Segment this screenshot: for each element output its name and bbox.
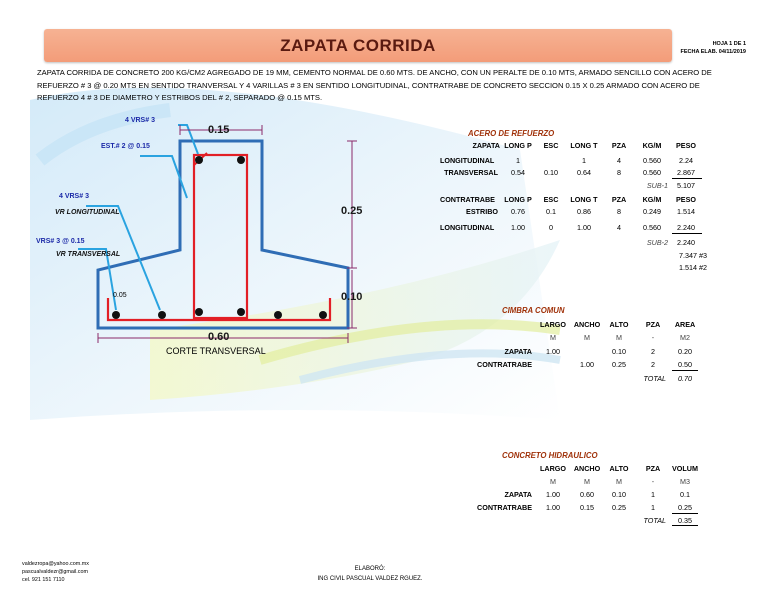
- cell: 1: [651, 490, 655, 499]
- cell: 0.25: [678, 503, 692, 512]
- dim-top: 0.15: [208, 124, 230, 136]
- cell: 0.10: [544, 168, 558, 177]
- total-3: 7.347 #3: [679, 251, 707, 260]
- cell: 1: [582, 156, 586, 165]
- row-label: LONGITUDINAL: [440, 223, 495, 232]
- label-trans-bars: VRS# 3 @ 0.15: [36, 238, 85, 245]
- concreto-total-value: 0.35: [678, 516, 692, 525]
- cell: 0.25: [612, 360, 626, 369]
- col-header: LONG T: [570, 141, 598, 150]
- footer-email-1: valdezropa@yahoo.com.mx: [22, 561, 89, 567]
- col-header: ALTO: [609, 464, 629, 473]
- label-long-bars: 4 VRS# 3: [59, 193, 89, 200]
- rebar-dot: [237, 156, 245, 164]
- description-text: ZAPATA CORRIDA DE CONCRETO 200 KG/CM2 AGREGADO DE 19 MM, CEMENTO NORMAL DE 0.60 MTS. DE ANCHO, CON UN PERALTE DE 0.10 MTS, ARMADO SENCILLO CON ACERO DE REFUERZO # 3 @ 0.20 MTS EN SENTIDO TRANVERSAL Y 4 VARILLAS # 3 EN SENTIDO LONGITUDINAL, CONTRATRABE DE CONCRETO SECCION 0.15 X 0.25 ARMADO CON ACERO DE REFUERZO 4 # 3 DE DIAMETRO Y ESTRIBOS DEL # 2, SEPARADO @ 0.15 MTS.: [37, 68, 712, 102]
- cell: 0.64: [577, 168, 591, 177]
- dimension-lines: [98, 125, 357, 343]
- cell: 2: [651, 347, 655, 356]
- concreto-title: CONCRETO HIDRAULICO: [502, 451, 598, 460]
- row-label: CONTRATRABE: [477, 503, 532, 512]
- cell: 0.25: [612, 503, 626, 512]
- cell: 0.560: [643, 156, 661, 165]
- col-header: PESO: [676, 195, 696, 204]
- page-title: ZAPATA CORRIDA: [280, 36, 436, 55]
- sheet-number: HOJA 1 DE 1: [712, 41, 746, 47]
- row-label: ZAPATA: [504, 347, 532, 356]
- unit: M2: [680, 333, 690, 342]
- elaboration-date: FECHA ELAB. 04/11/2019: [680, 49, 746, 55]
- stirrup: [194, 155, 247, 318]
- footer-elaboro: ELABORÓ:: [354, 566, 386, 572]
- unit: M: [616, 333, 622, 342]
- footer-phone: cel. 921 151 7110: [22, 577, 65, 583]
- row-label: ESTRIBO: [466, 207, 498, 216]
- label-top-bars: 4 VRS# 3: [125, 117, 155, 124]
- section-caption: CORTE TRANSVERSAL: [166, 346, 266, 356]
- acero-title: ACERO DE REFUERZO: [468, 129, 555, 138]
- cell: 0.60: [580, 490, 594, 499]
- col-header: LONG T: [570, 195, 598, 204]
- rebar-dot: [112, 311, 120, 319]
- underline: [672, 370, 698, 371]
- unit: M3: [680, 477, 690, 486]
- cell: 2.867: [677, 168, 695, 177]
- unit: M: [550, 477, 556, 486]
- col-header: VOLUM: [672, 464, 698, 473]
- cell: 0.10: [612, 347, 626, 356]
- cell: 0.54: [511, 168, 525, 177]
- row-label: TRANSVERSAL: [444, 168, 498, 177]
- dim-right: 0.10: [341, 291, 363, 303]
- cell: 0.249: [643, 207, 661, 216]
- col-header: CONTRATRABE: [440, 195, 495, 204]
- col-header: KG/M: [642, 141, 662, 150]
- sub1-value: 5.107: [677, 181, 695, 190]
- col-header: LARGO: [540, 464, 566, 473]
- concrete-outline: [98, 141, 348, 328]
- col-header: ANCHO: [573, 320, 601, 329]
- cell: 0.560: [643, 168, 661, 177]
- unit: -: [651, 333, 655, 342]
- total-2: 1.514 #2: [679, 263, 707, 272]
- cell: 0.50: [678, 360, 692, 369]
- cell: 0.20: [678, 347, 692, 356]
- cell: 1.00: [546, 503, 560, 512]
- underline: [672, 513, 698, 514]
- col-header: PESO: [676, 141, 696, 150]
- cell: 4: [617, 223, 621, 232]
- col-header: LONG P: [504, 195, 532, 204]
- rebar-dot: [195, 308, 203, 316]
- rebar-dot: [319, 311, 327, 319]
- rebar-dot: [158, 311, 166, 319]
- label-stirrup: EST.# 2 @ 0.15: [101, 143, 150, 150]
- cell: 0.15: [580, 503, 594, 512]
- cell: 0.1: [680, 490, 690, 499]
- dim-cover: 0.05: [113, 292, 127, 299]
- transverse-bar: [108, 298, 330, 320]
- cell: 0.86: [577, 207, 591, 216]
- col-header: ESC: [543, 141, 559, 150]
- rebar-dot: [274, 311, 282, 319]
- concreto-total-label: TOTAL: [643, 516, 666, 525]
- cell: 0: [549, 223, 553, 232]
- cell: 8: [617, 207, 621, 216]
- cimbra-title: CIMBRA COMUN: [502, 306, 565, 315]
- cell: 1: [516, 156, 520, 165]
- cell: 2.240: [677, 223, 695, 232]
- col-header: PZA: [611, 141, 627, 150]
- dim-height: 0.25: [341, 205, 363, 217]
- cell: 0.1: [546, 207, 556, 216]
- cell: 0.76: [511, 207, 525, 216]
- col-header: ALTO: [609, 320, 629, 329]
- unit: M: [584, 333, 590, 342]
- unit: M: [584, 477, 590, 486]
- underline: [672, 233, 702, 234]
- cell: 1.00: [577, 223, 591, 232]
- cimbra-total-value: 0.70: [678, 374, 692, 383]
- col-header: KG/M: [642, 195, 662, 204]
- row-label: ZAPATA: [504, 490, 532, 499]
- cell: 2.24: [679, 156, 693, 165]
- label-trans-desc: VR TRANSVERSAL: [56, 251, 121, 258]
- sub1-label: SUB-1: [646, 181, 668, 190]
- underline: [672, 178, 702, 179]
- col-header: LONG P: [504, 141, 532, 150]
- row-label: CONTRATRABE: [477, 360, 532, 369]
- footer-email-2: pascualvaldezr@gmail.com: [22, 569, 88, 575]
- rebar-dot: [195, 156, 203, 164]
- cell: 4: [617, 156, 621, 165]
- footer-author: ING CIVIL PASCUAL VALDEZ RGUEZ.: [317, 576, 423, 582]
- label-long-desc: VR LONGITUDINAL: [55, 209, 120, 216]
- col-header: ESC: [543, 195, 559, 204]
- underline: [672, 525, 698, 526]
- col-header: AREA: [674, 320, 696, 329]
- unit: -: [651, 477, 655, 486]
- cell: 1: [651, 503, 655, 512]
- col-header: PZA: [645, 320, 661, 329]
- cell: 0.10: [612, 490, 626, 499]
- rebar-dot: [237, 308, 245, 316]
- unit: M: [616, 477, 622, 486]
- cell: 8: [617, 168, 621, 177]
- col-header: ANCHO: [573, 464, 601, 473]
- unit: M: [550, 333, 556, 342]
- cimbra-total-label: TOTAL: [643, 374, 666, 383]
- cell: 1.514: [677, 207, 695, 216]
- cell: 2: [651, 360, 655, 369]
- sub2-label: SUB-2: [646, 238, 668, 247]
- cell: 1.00: [511, 223, 525, 232]
- col-header: PZA: [611, 195, 627, 204]
- sub2-value: 2.240: [677, 238, 695, 247]
- col-header: PZA: [645, 464, 661, 473]
- cell: 0.560: [643, 223, 661, 232]
- col-header: ZAPATA: [472, 141, 500, 150]
- dim-bottom: 0.60: [208, 331, 230, 343]
- cell: 1.00: [546, 490, 560, 499]
- col-header: LARGO: [540, 320, 566, 329]
- cell: 1.00: [580, 360, 594, 369]
- row-label: LONGITUDINAL: [440, 156, 495, 165]
- cell: 1.00: [546, 347, 560, 356]
